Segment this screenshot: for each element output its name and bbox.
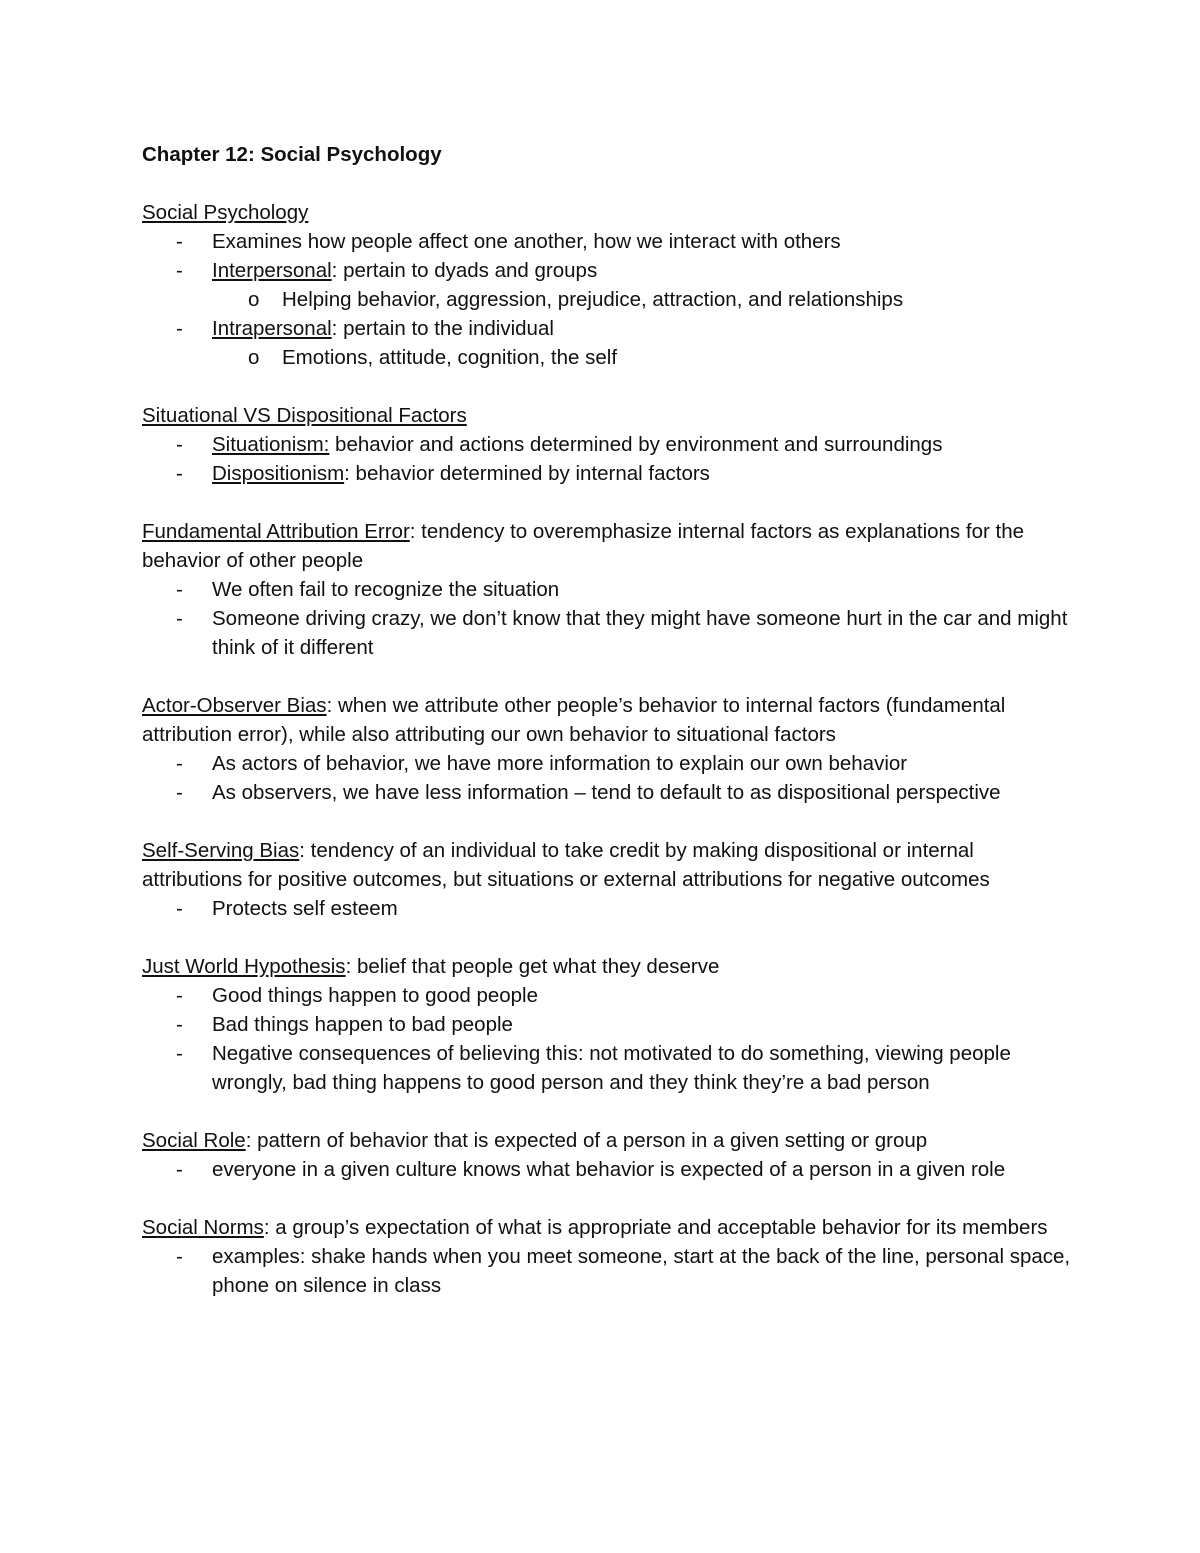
sub-list-item <box>142 285 1072 314</box>
bullet-list <box>142 981 1072 1097</box>
list-item-text: Someone driving crazy, we don’t know that they might have someone hurt in the car and might think of it different <box>212 607 1068 659</box>
dash-bullet: - <box>176 752 183 775</box>
term-dispositionism: Dispositionism <box>212 462 345 485</box>
term-fundamental-attribution-error: Fundamental Attribution Error <box>142 520 410 543</box>
dash-bullet: - <box>176 317 183 340</box>
list-item-text: As actors of behavior, we have more information to explain our own behavior <box>212 752 908 775</box>
dash-bullet: - <box>176 578 183 601</box>
circle-bullet: o <box>248 288 260 311</box>
bullet-list <box>142 1242 1072 1300</box>
list-item-text: As observers, we have less information – tend to default to as dispositional perspective <box>212 781 1001 804</box>
section-social-norms <box>142 1213 1072 1300</box>
list-item <box>142 430 1072 459</box>
list-item-text: Examines how people affect one another, how we interact with others <box>212 230 841 253</box>
term-definition: : tendency to overemphasize internal factors as explanations for the behavior of other people <box>142 520 1024 572</box>
term-situationism: Situationism: <box>212 433 330 456</box>
term-definition: : tendency of an individual to take credit by making dispositional or internal attributions for positive outcomes, but situations or external attributions for negative outcomes <box>142 839 990 891</box>
section-social-role <box>142 1126 1072 1184</box>
term-intrapersonal: Intrapersonal <box>212 317 332 340</box>
list-item <box>142 575 1072 604</box>
term-just-world-hypothesis: Just World Hypothesis <box>142 955 346 978</box>
list-item-text: Good things happen to good people <box>212 984 538 1007</box>
dash-bullet: - <box>176 607 183 630</box>
term-definition: : a group’s expectation of what is appropriate and acceptable behavior for its members <box>263 1216 1048 1239</box>
page-title: Chapter 12: Social Psychology <box>142 143 442 166</box>
list-item <box>142 749 1072 778</box>
list-item-text: examples: shake hands when you meet someone, start at the back of the line, personal space, phone on silence in class <box>212 1245 1071 1297</box>
bullet-list <box>142 227 1072 372</box>
section-heading: Social Psychology <box>142 201 309 224</box>
dash-bullet: - <box>176 984 183 1007</box>
bullet-list <box>142 430 1072 488</box>
sub-bullet-list <box>142 285 1072 314</box>
term-definition: behavior and actions determined by environment and surroundings <box>329 433 943 456</box>
sub-list-item <box>142 343 1072 372</box>
list-item <box>142 1010 1072 1039</box>
list-item <box>142 1039 1072 1097</box>
term-interpersonal: Interpersonal <box>212 259 332 282</box>
dash-bullet: - <box>176 1013 183 1036</box>
term-definition: : pertain to dyads and groups <box>331 259 598 282</box>
term-definition: : belief that people get what they deserve <box>345 955 720 978</box>
term-definition: : behavior determined by internal factors <box>344 462 710 485</box>
section-actor-observer-bias <box>142 691 1072 807</box>
list-item <box>142 256 1072 314</box>
list-item-text: Bad things happen to bad people <box>212 1013 513 1036</box>
document-page <box>142 140 1072 1329</box>
term-definition: : when we attribute other people’s behavior to internal factors (fundamental attribution error), while also attributing our own behavior to situational factors <box>142 694 1006 746</box>
term-definition: : pattern of behavior that is expected of a person in a given setting or group <box>245 1129 928 1152</box>
list-item-text: Negative consequences of believing this: not motivated to do something, viewing people wrongly, bad thing happens to good person and they think they’re a bad person <box>212 1042 1011 1094</box>
list-item <box>142 778 1072 807</box>
dash-bullet: - <box>176 433 183 456</box>
term-social-role: Social Role <box>142 1129 246 1152</box>
list-item <box>142 227 1072 256</box>
bullet-list <box>142 894 1072 923</box>
bullet-list <box>142 749 1072 807</box>
list-item <box>142 314 1072 372</box>
list-item <box>142 604 1072 662</box>
list-item-text: Protects self esteem <box>212 897 398 920</box>
list-item <box>142 894 1072 923</box>
dash-bullet: - <box>176 1245 183 1268</box>
dash-bullet: - <box>176 897 183 920</box>
section-self-serving-bias <box>142 836 1072 923</box>
list-item-text: We often fail to recognize the situation <box>212 578 560 601</box>
dash-bullet: - <box>176 230 183 253</box>
list-item <box>142 1155 1072 1184</box>
section-fundamental-attribution-error <box>142 517 1072 662</box>
dash-bullet: - <box>176 1158 183 1181</box>
term-actor-observer-bias: Actor-Observer Bias <box>142 694 327 717</box>
dash-bullet: - <box>176 781 183 804</box>
section-heading: Situational VS Dispositional Factors <box>142 404 467 427</box>
term-definition: : pertain to the individual <box>331 317 554 340</box>
dash-bullet: - <box>176 259 183 282</box>
term-self-serving-bias: Self-Serving Bias <box>142 839 300 862</box>
list-item <box>142 1242 1072 1300</box>
bullet-list <box>142 1155 1072 1184</box>
section-just-world-hypothesis <box>142 952 1072 1097</box>
term-social-norms: Social Norms <box>142 1216 264 1239</box>
sub-bullet-list <box>142 343 1072 372</box>
circle-bullet: o <box>248 346 260 369</box>
list-item <box>142 459 1072 488</box>
sub-list-item-text: Helping behavior, aggression, prejudice, attraction, and relationships <box>282 288 904 311</box>
sub-list-item-text: Emotions, attitude, cognition, the self <box>282 346 618 369</box>
list-item-text: everyone in a given culture knows what behavior is expected of a person in a given role <box>212 1158 1006 1181</box>
section-situational-dispositional <box>142 401 1072 488</box>
bullet-list <box>142 575 1072 662</box>
list-item <box>142 981 1072 1010</box>
section-social-psychology <box>142 198 1072 372</box>
dash-bullet: - <box>176 462 183 485</box>
dash-bullet: - <box>176 1042 183 1065</box>
